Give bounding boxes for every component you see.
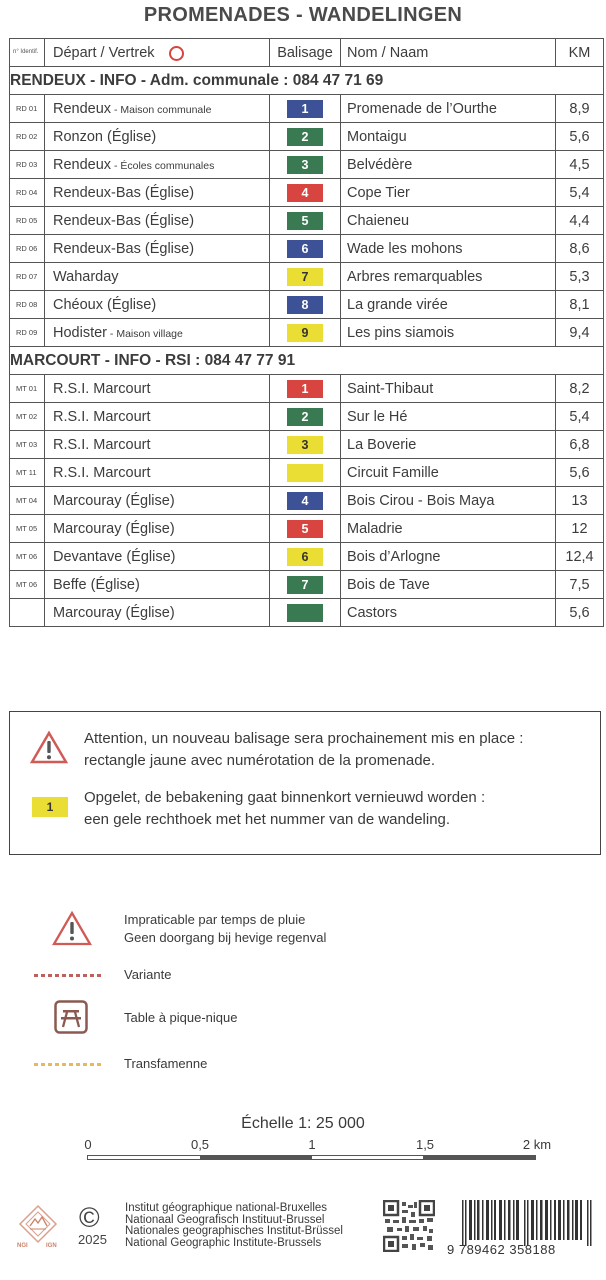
walk-km: 5,3 xyxy=(556,263,604,291)
departure-place: Devantave (Église) xyxy=(53,548,176,565)
walk-departure xyxy=(45,375,270,403)
notice-fr-line2: rectangle jaune avec numérotation de la promenade. xyxy=(84,752,436,769)
walk-km: 13 xyxy=(556,487,604,515)
walk-departure xyxy=(45,515,270,543)
walk-name: Saint-Thibaut xyxy=(341,375,556,403)
walk-km: 7,5 xyxy=(556,571,604,599)
walk-marking xyxy=(270,599,341,627)
table-row xyxy=(10,431,604,459)
header-id: n° Identif. xyxy=(10,39,45,67)
walk-marking xyxy=(270,375,341,403)
walk-marking xyxy=(270,459,341,487)
copyright-icon: © xyxy=(79,1202,100,1233)
walk-km: 9,4 xyxy=(556,319,604,347)
institute-names xyxy=(125,1203,343,1249)
walk-marking xyxy=(270,179,341,207)
table-header-row xyxy=(10,39,604,67)
walk-name: Sur le Hé xyxy=(341,403,556,431)
walk-departure xyxy=(45,403,270,431)
table-row xyxy=(10,95,604,123)
walk-km: 8,2 xyxy=(556,375,604,403)
walk-marking xyxy=(270,403,341,431)
walk-departure xyxy=(45,95,270,123)
marking-green-badge: 7 xyxy=(287,576,323,594)
walk-name: La grande virée xyxy=(341,291,556,319)
ngi-label: NGI xyxy=(17,1243,28,1249)
institute-en: National Geographic Institute-Brussels xyxy=(125,1236,322,1249)
legend-picnic-label: Table à pique-nique xyxy=(124,1010,238,1025)
walk-departure xyxy=(45,459,270,487)
start-circle-icon xyxy=(169,46,184,61)
departure-place: R.S.I. Marcourt xyxy=(53,408,151,425)
marking-green-badge: 3 xyxy=(287,156,323,174)
walk-id: RD 05 xyxy=(10,207,45,235)
departure-place: Rendeux-Bas (Église) xyxy=(53,212,195,229)
scale-tick: 1,5 xyxy=(415,1137,435,1152)
qr-code-icon[interactable] xyxy=(383,1200,435,1252)
walk-departure xyxy=(45,235,270,263)
institute-fr: Institut géographique national-Bruxelles xyxy=(125,1202,328,1214)
table-row xyxy=(10,459,604,487)
institute-nl: Nationaal Geografisch Instituut-Brussel xyxy=(125,1213,325,1226)
table-row xyxy=(10,543,604,571)
notice-box xyxy=(9,711,601,855)
walk-marking xyxy=(270,123,341,151)
walk-marking xyxy=(270,571,341,599)
walk-km: 4,4 xyxy=(556,207,604,235)
departure-place: Marcouray (Église) xyxy=(53,492,175,509)
walk-name: Bois d’Arlogne xyxy=(341,543,556,571)
section-header-row xyxy=(10,347,604,375)
notice-fr xyxy=(84,728,523,772)
picnic-table-icon xyxy=(54,1000,88,1039)
notice-nl xyxy=(84,787,485,831)
marking-green-badge: 2 xyxy=(287,408,323,426)
walk-id: MT 03 xyxy=(10,431,45,459)
scale-tick: 0 xyxy=(84,1137,92,1152)
walk-km: 5,6 xyxy=(556,123,604,151)
table-row xyxy=(10,599,604,627)
scale-tick: 2 km xyxy=(522,1137,552,1152)
departure-note: - Maison village xyxy=(107,327,183,340)
marking-yellow-badge xyxy=(287,464,323,482)
walk-name: Circuit Famille xyxy=(341,459,556,487)
walk-id: RD 02 xyxy=(10,123,45,151)
table-row xyxy=(10,403,604,431)
marking-green-badge xyxy=(287,604,323,622)
marking-yellow-badge: 9 xyxy=(287,324,323,342)
walk-departure xyxy=(45,543,270,571)
walk-km: 6,8 xyxy=(556,431,604,459)
scale-tick: 0,5 xyxy=(190,1137,210,1152)
walk-departure xyxy=(45,431,270,459)
walk-marking xyxy=(270,207,341,235)
notice-nl-line1: Opgelet, de bebakening gaat binnenkort vernieuwd worden : xyxy=(84,789,486,806)
header-name: Nom / Naam xyxy=(341,39,556,67)
barcode-icon xyxy=(462,1200,592,1246)
section-title: MARCOURT - INFO - RSI : 084 47 77 91 xyxy=(10,347,604,375)
walk-marking xyxy=(270,487,341,515)
walk-name: Bois de Tave xyxy=(341,571,556,599)
walk-km: 5,4 xyxy=(556,179,604,207)
departure-place: Ronzon (Église) xyxy=(53,128,157,145)
walk-name: Bois Cirou - Bois Maya xyxy=(341,487,556,515)
dotted-red-line-icon xyxy=(34,974,104,977)
table-row xyxy=(10,319,604,347)
header-departure xyxy=(45,39,270,67)
walk-departure xyxy=(45,123,270,151)
warning-triangle-icon xyxy=(30,730,68,769)
departure-place: Rendeux xyxy=(53,156,112,173)
marking-blue-badge: 4 xyxy=(287,492,323,510)
walk-name: Chaieneu xyxy=(341,207,556,235)
isbn-number: 9 789462 358188 xyxy=(447,1242,556,1257)
walk-id: MT 11 xyxy=(10,459,45,487)
walk-id: MT 01 xyxy=(10,375,45,403)
walk-name: Cope Tier xyxy=(341,179,556,207)
walk-id: RD 07 xyxy=(10,263,45,291)
scale-title: Échelle 1: 25 000 xyxy=(241,1115,365,1132)
table-row xyxy=(10,571,604,599)
yellow-mark-sample: 1 xyxy=(32,797,68,817)
walk-marking xyxy=(270,543,341,571)
walk-km: 8,9 xyxy=(556,95,604,123)
walk-marking xyxy=(270,291,341,319)
table-row xyxy=(10,291,604,319)
departure-note: - Écoles communales xyxy=(111,159,215,172)
dotted-yellow-line-icon xyxy=(34,1063,104,1066)
walk-departure xyxy=(45,151,270,179)
walk-name: Promenade de l’Ourthe xyxy=(341,95,556,123)
marking-blue-badge: 1 xyxy=(287,100,323,118)
table-row xyxy=(10,263,604,291)
ign-label: IGN xyxy=(46,1243,57,1249)
walk-km: 8,1 xyxy=(556,291,604,319)
table-row xyxy=(10,375,604,403)
footer xyxy=(0,1196,606,1266)
departure-place: Marcouray (Église) xyxy=(53,520,175,537)
walk-departure xyxy=(45,291,270,319)
departure-place: Chéoux (Église) xyxy=(53,296,157,313)
marking-red-badge: 1 xyxy=(287,380,323,398)
section-header-row xyxy=(10,67,604,95)
walk-id: MT 02 xyxy=(10,403,45,431)
walk-km: 5,4 xyxy=(556,403,604,431)
walk-id: RD 01 xyxy=(10,95,45,123)
table-row xyxy=(10,179,604,207)
table-row xyxy=(10,487,604,515)
header-departure-label: Départ / Vertrek xyxy=(53,44,155,61)
walk-id: RD 08 xyxy=(10,291,45,319)
walk-departure xyxy=(45,319,270,347)
walk-departure xyxy=(45,599,270,627)
institute-de: Nationales geographisches Institut-Brüssel xyxy=(125,1225,343,1237)
walk-km: 5,6 xyxy=(556,459,604,487)
departure-place: Hodister xyxy=(53,324,107,341)
walk-departure xyxy=(45,179,270,207)
table-row xyxy=(10,515,604,543)
legend-transfamenne-label: Transfamenne xyxy=(124,1056,208,1071)
departure-place: R.S.I. Marcourt xyxy=(53,436,151,453)
departure-place: Rendeux-Bas (Église) xyxy=(53,184,195,201)
walk-marking xyxy=(270,151,341,179)
legend-variante-label: Variante xyxy=(124,967,172,982)
walk-marking xyxy=(270,319,341,347)
walk-km: 8,6 xyxy=(556,235,604,263)
departure-place: Beffe (Église) xyxy=(53,576,140,593)
walks-table xyxy=(9,38,604,627)
walk-marking xyxy=(270,235,341,263)
scale-tick: 1 xyxy=(308,1137,316,1152)
walk-departure xyxy=(45,487,270,515)
marking-green-badge: 5 xyxy=(287,212,323,230)
walk-km: 12,4 xyxy=(556,543,604,571)
marking-yellow-badge: 6 xyxy=(287,548,323,566)
walk-name: Wade les mohons xyxy=(341,235,556,263)
walk-name: Castors xyxy=(341,599,556,627)
walk-name: Arbres remarquables xyxy=(341,263,556,291)
marking-red-badge: 5 xyxy=(287,520,323,538)
walk-name: La Boverie xyxy=(341,431,556,459)
scale-bar-graphic xyxy=(87,1155,536,1160)
walk-marking xyxy=(270,431,341,459)
marking-green-badge: 2 xyxy=(287,128,323,146)
walk-id: MT 04 xyxy=(10,487,45,515)
walk-name: Montaigu xyxy=(341,123,556,151)
notice-fr-line1: Attention, un nouveau balisage sera prochainement mis en place : xyxy=(84,730,524,747)
departure-note: - Maison communale xyxy=(111,103,212,116)
legend-rain-fr: Impraticable par temps de pluie xyxy=(124,912,306,927)
walk-id: RD 04 xyxy=(10,179,45,207)
warning-triangle-icon xyxy=(52,910,92,951)
walk-marking xyxy=(270,263,341,291)
walk-departure xyxy=(45,571,270,599)
walk-id: RD 06 xyxy=(10,235,45,263)
marking-blue-badge: 8 xyxy=(287,296,323,314)
page-title: PROMENADES - WANDELINGEN xyxy=(143,4,463,26)
walk-departure xyxy=(45,263,270,291)
legend-rain-nl: Geen doorgang bij hevige regenval xyxy=(124,930,327,945)
walk-km: 5,6 xyxy=(556,599,604,627)
table-row xyxy=(10,123,604,151)
walk-name: Belvédère xyxy=(341,151,556,179)
marking-yellow-badge: 7 xyxy=(287,268,323,286)
walk-departure xyxy=(45,207,270,235)
table-row xyxy=(10,207,604,235)
copyright-year: 2025 xyxy=(78,1232,107,1247)
walk-km: 4,5 xyxy=(556,151,604,179)
walk-name: Maladrie xyxy=(341,515,556,543)
departure-place: Rendeux xyxy=(53,100,112,117)
departure-place: Waharday xyxy=(53,268,119,285)
section-title: RENDEUX - INFO - Adm. communale : 084 47 71 69 xyxy=(10,67,604,95)
walk-id: MT 06 xyxy=(10,571,45,599)
walk-id: RD 09 xyxy=(10,319,45,347)
walk-name: Les pins siamois xyxy=(341,319,556,347)
walk-id: RD 03 xyxy=(10,151,45,179)
walk-km: 12 xyxy=(556,515,604,543)
header-marking: Balisage xyxy=(270,39,341,67)
walk-id: MT 06 xyxy=(10,543,45,571)
table-row xyxy=(10,235,604,263)
walk-id: MT 05 xyxy=(10,515,45,543)
walk-marking xyxy=(270,95,341,123)
table-row xyxy=(10,151,604,179)
notice-nl-line2: een gele rechthoek met het nummer van de wandeling. xyxy=(84,811,451,828)
header-km: KM xyxy=(556,39,604,67)
departure-place: Marcouray (Église) xyxy=(53,604,175,621)
walk-marking xyxy=(270,515,341,543)
marking-yellow-badge: 3 xyxy=(287,436,323,454)
departure-place: R.S.I. Marcourt xyxy=(53,380,151,397)
departure-place: R.S.I. Marcourt xyxy=(53,464,151,481)
marking-red-badge: 4 xyxy=(287,184,323,202)
marking-blue-badge: 6 xyxy=(287,240,323,258)
walk-id xyxy=(10,599,45,627)
departure-place: Rendeux-Bas (Église) xyxy=(53,240,195,257)
